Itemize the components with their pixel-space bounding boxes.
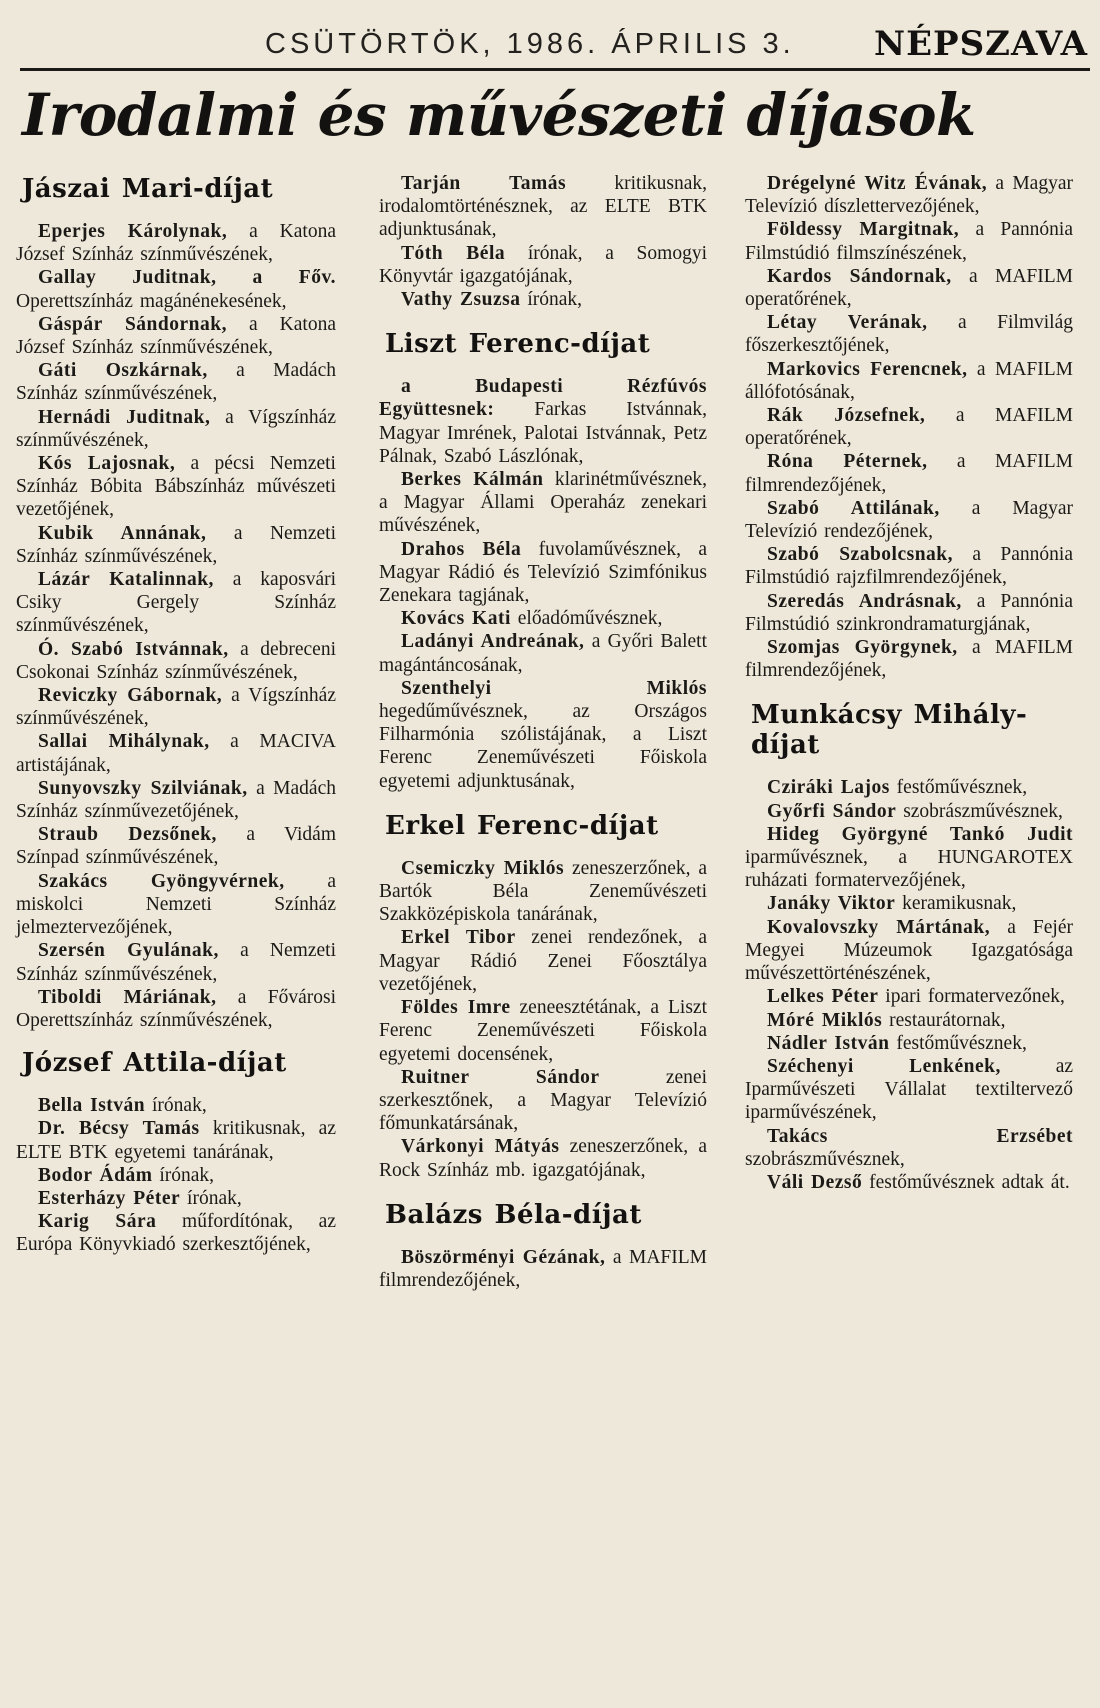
laureate-name: Gáti Oszkárnak, [38,360,208,382]
laureate-name: Hernádi Juditnak, [38,406,211,428]
laureate-entry [379,677,707,793]
laureate-name: Janáky Viktor [767,893,896,915]
award-section-title: Balázs Béla-díjat [385,1199,642,1230]
laureate-name: Kovács Kati [401,608,511,630]
laureate-entry [379,926,707,996]
laureate-entry [379,375,707,468]
laureate-name: Nádler István [767,1032,890,1054]
laureate-description: a Vígszínház színművészének, [16,685,336,730]
laureate-description: a Filmvilág főszerkesztőjének, [745,312,1073,357]
award-section-title: Munkácsy Mihály-díjat [751,700,1028,761]
laureate-entry [745,1171,1073,1194]
laureate-name: Tiboldi Máriának, [38,986,217,1008]
laureate-name: Sunyovszky Szilviának, [38,777,248,799]
laureate-name: Szersén Gyulának, [38,940,219,962]
laureate-entry [379,538,707,608]
laureate-description: a MAFILM operatőrének, [745,265,1073,311]
laureate-description: a kaposvári Csiky Gergely Színház színművészének, [16,569,337,637]
laureate-description: szobrászművésznek, [745,1148,905,1170]
laureate-name: Straub Dezsőnek, [38,824,217,846]
laureate-description: írónak, [180,1187,242,1209]
laureate-entry [745,172,1073,218]
laureate-description: a Pannónia Filmstúdió rajzfilmrendezőjének, [745,544,1073,589]
article-column-1 [16,170,336,1257]
laureate-name: Drahos Béla [401,538,522,560]
laureate-name: Karig Sára [38,1211,157,1233]
laureate-description: Farkas Istvánnak, Magyar Imrének, Palotai Istvánnak, Petz Pálnak, Szabó Lászlónak, [379,399,707,467]
laureate-name: Szomjas Györgynek, [767,637,958,659]
laureate-name: Kovalovszky Mártának, [767,916,991,938]
laureate-entry [16,313,336,359]
laureate-description: festőművésznek, [889,1032,1027,1054]
laureate-description: kritikusnak, irodalomtörténésznek, az ELTE BTK adjunktusának, [379,173,707,241]
laureate-description: a MACIVA artistájának, [16,731,336,776]
laureate-entry [379,1066,707,1136]
laureate-entry [379,1135,707,1181]
laureate-description: a Katona József Színház színművészének, [16,221,336,266]
laureate-description: a Nemzeti Színház színművészének, [16,522,336,567]
laureate-entry [745,823,1073,893]
laureate-description: a Nemzeti Színház színművészének, [16,940,336,985]
laureate-name: Róna Péternek, [767,451,928,473]
laureate-name: Bella István [38,1095,146,1117]
laureate-name: Berkes Kálmán [401,469,544,491]
laureate-entry [16,684,336,730]
laureate-description: zenei rendezőnek, a Magyar Rádió Zenei Főosztálya vezetőjének, [379,927,707,995]
laureate-name: Tóth Béla [401,242,506,264]
laureate-description: zeneszerzőnek, a Bartók Béla Zeneművészeti Szakközépiskola tanárának, [379,857,707,926]
laureate-name: Gáspár Sándornak, [38,313,227,335]
laureate-entry [745,776,1073,799]
laureate-description: az Iparművészeti Vállalat textiltervező iparművészének, [745,1055,1073,1124]
laureate-name: Dr. Bécsy Tamás [38,1118,200,1140]
laureate-name: Reviczky Gábornak, [38,685,223,707]
laureate-name: Lelkes Péter [767,986,879,1008]
laureate-entry [16,359,336,405]
laureate-name: Csemiczky Miklós [401,857,565,879]
award-section-title: Liszt Ferenc-díjat [385,329,651,360]
laureate-description: a Fővárosi Operettszínház színművészének, [16,986,337,1031]
masthead [20,22,1090,71]
laureate-name: Váli Dezső [767,1171,863,1193]
laureate-name: a Budapesti Rézfúvós Együttesnek: [379,376,707,421]
laureate-entry [379,630,707,676]
laureate-entry [16,823,336,869]
laureate-description: a Magyar Televízió díszlettervezőjének, [745,173,1073,218]
laureate-description: a Fejér Megyei Múzeumok Igazgatósága művészettörténészének, [745,916,1073,985]
laureate-entry [16,406,336,452]
laureate-entry [745,985,1073,1008]
laureate-description: fuvolaművésznek, a Magyar Rádió és Televízió Szimfónikus Zenekara tagjának, [379,538,707,607]
laureate-entry [379,1246,707,1292]
newspaper-name: NÉPSZAVA [874,24,1088,64]
laureate-name: Drégelyné Witz Évának, [767,173,988,194]
laureate-description: a Pannónia Filmstúdió szinkrondramaturgjának, [745,590,1073,635]
laureate-description: hegedűművésznek, az Országos Filharmónia szólistájának, a Liszt Ferenc Zeneművészeti Főiskola egyetemi adjunktusának, [379,701,707,792]
laureate-name: Esterházy Péter [38,1187,181,1209]
laureate-entry [16,777,336,823]
laureate-entry [745,636,1073,682]
laureate-entry [16,730,336,776]
laureate-entry [16,638,336,684]
laureate-description: a miskolci Nemzeti Színház jelmeztervezőjének, [16,870,336,939]
laureate-name: Hideg Györgyné Tankó Judit [767,823,1073,845]
laureate-description: a Vidám Színpad színművészének, [16,824,336,869]
laureate-entry [379,996,707,1066]
laureate-description: zenei szerkesztőnek, a Magyar Televízió főmunkatársának, [379,1066,707,1135]
laureate-entry [16,1210,336,1256]
laureate-entry [16,568,336,638]
laureate-name: Erkel Tibor [401,927,516,949]
laureate-description: szobrászművésznek, [896,800,1063,822]
laureate-name: Sallai Mihálynak, [38,731,210,753]
laureate-entry [16,1094,336,1117]
laureate-description: ipari formatervezőnek, [878,986,1065,1008]
laureate-entry [745,358,1073,404]
laureate-description: a Győri Balett magántáncosának, [379,631,707,676]
laureate-entry [745,218,1073,264]
laureate-name: Móré Miklós [767,1009,883,1031]
laureate-name: Ó. Szabó Istvánnak, [38,638,229,660]
laureate-description: a Madách Színház színművezetőjének, [16,777,336,823]
laureate-description: festőművésznek adtak át. [862,1171,1070,1193]
laureate-name: Győrfi Sándor [767,800,897,822]
laureate-name: Földessy Margitnak, [767,219,960,241]
laureate-entry [16,452,336,522]
laureate-name: Szabó Szabolcsnak, [767,544,954,566]
laureate-name: Markovics Ferencnek, [767,358,968,380]
laureate-entry [16,220,336,266]
laureate-name: Tarján Tamás [401,173,567,194]
laureate-name: Rák Józsefnek, [767,405,926,427]
laureate-name: Kós Lajosnak, [38,453,176,475]
issue-date: CSÜTÖRTÖK, 1986. ÁPRILIS 3. [265,28,795,60]
laureate-entry [745,916,1073,986]
laureate-name: Várkonyi Mátyás [401,1136,560,1158]
laureate-entry [745,265,1073,311]
laureate-name: Cziráki Lajos [767,777,890,799]
laureate-description: klarinétművésznek, a Magyar Állami Operaház zenekari művészének, [379,469,707,537]
laureate-entry [745,404,1073,450]
laureate-name: Szeredás Andrásnak, [767,590,962,612]
laureate-entry [745,543,1073,589]
laureate-entry [16,986,336,1032]
laureate-description: írónak, [520,289,583,311]
laureate-name: Vathy Zsuzsa [401,289,521,311]
laureate-description: a Magyar Televízió rendezőjének, [745,497,1073,543]
laureate-entry [745,1125,1073,1171]
laureate-description: a MAFILM filmrendezőjének, [745,451,1073,496]
laureate-name: Eperjes Károlynak, [38,221,228,242]
laureate-description: a Pannónia Filmstúdió filmszínészének, [745,219,1073,264]
laureate-name: Szenthelyi Miklós [401,677,707,699]
laureate-entry [16,266,336,312]
laureate-name: Kubik Annának, [38,522,207,544]
laureate-description: írónak, a Somogyi Könyvtár igazgatójának, [379,242,707,287]
laureate-entry [16,1187,336,1210]
award-section-title: Jászai Mari-díjat [22,174,274,204]
laureate-description: festőművésznek, [889,777,1028,799]
laureate-name: Szakács Gyöngyvérnek, [38,870,285,892]
laureate-name: Lázár Katalinnak, [38,569,214,591]
laureate-name: Bodor Ádám [38,1164,153,1186]
laureate-entry [16,522,336,568]
laureate-description: írónak, [145,1095,207,1117]
laureate-description: a debreceni Csokonai Színház színművészének, [16,638,336,683]
laureate-name: Szabó Attilának, [767,497,940,519]
laureate-entry [379,468,707,538]
laureate-entry [745,311,1073,357]
laureate-entry [379,857,707,927]
laureate-name: Kardos Sándornak, [767,265,952,287]
laureate-description: írónak, [152,1164,215,1186]
laureate-entry [16,870,336,940]
laureate-description: a pécsi Nemzeti Színház Bóbita Bábszínház művészeti vezetőjének, [16,453,336,521]
laureate-name: Ladányi Andreának, [401,631,585,653]
article-column-3 [745,172,1073,1194]
laureate-entry [379,172,707,242]
laureate-entry [745,800,1073,823]
laureate-description: zeneszerzőnek, a Rock Színház mb. igazgatójának, [379,1136,707,1181]
laureate-description: műfordítónak, az Európa Könyvkiadó szerkesztőjének, [16,1211,336,1256]
laureate-description: a Vígszínház színművészének, [16,406,336,451]
laureate-description: iparművésznek, a HUNGAROTEX ruházati formatervezőjének, [745,847,1073,892]
laureate-entry [745,1009,1073,1032]
laureate-name: Gallay Juditnak, a Főv. [38,267,336,289]
laureate-description: a MAFILM operatőrének, [745,405,1073,450]
award-section-title: Erkel Ferenc-díjat [385,810,659,841]
laureate-name: Böszörményi Gézának, [401,1246,606,1268]
laureate-entry [16,1164,336,1187]
laureate-name: Létay Verának, [767,312,928,334]
laureate-description: Operettszínház magánénekesének, [16,290,287,312]
laureate-description: restaurátornak, [882,1009,1006,1031]
laureate-entry [745,1032,1073,1055]
laureate-name: Takács Erzsébet [767,1125,1073,1147]
award-section-title: József Attila-díjat [22,1048,287,1079]
article-headline: Irodalmi és művészeti díjasok [22,81,976,149]
laureate-description: keramikusnak, [895,893,1017,915]
laureate-entry [16,1117,336,1163]
article-column-2 [379,172,707,1292]
laureate-description: a Madách Színház színművészének, [16,360,336,405]
laureate-name: Földes Imre [401,997,511,1019]
laureate-entry [745,590,1073,636]
laureate-name: Ruitner Sándor [401,1066,600,1088]
laureate-description: a MAFILM filmrendezőjének, [379,1246,708,1291]
laureate-entry [379,242,707,288]
laureate-entry [16,939,336,985]
laureate-description: a Katona József Színház színművészének, [16,313,336,359]
laureate-description: kritikusnak, az ELTE BTK egyetemi tanárának, [16,1118,336,1163]
laureate-description: zeneesztétának, a Liszt Ferenc Zeneművészeti Főiskola egyetemi docensének, [379,997,707,1065]
laureate-entry [745,497,1073,543]
laureate-description: a MAFILM filmrendezőjének, [745,637,1073,682]
laureate-entry [745,892,1073,915]
laureate-entry [379,288,707,311]
laureate-name: Széchenyi Lenkének, [767,1055,1001,1077]
laureate-description: előadóművésznek, [510,608,663,630]
laureate-entry [745,1055,1073,1125]
laureate-description: a MAFILM állófotósának, [745,358,1073,403]
laureate-entry [379,607,707,630]
laureate-entry [745,450,1073,496]
